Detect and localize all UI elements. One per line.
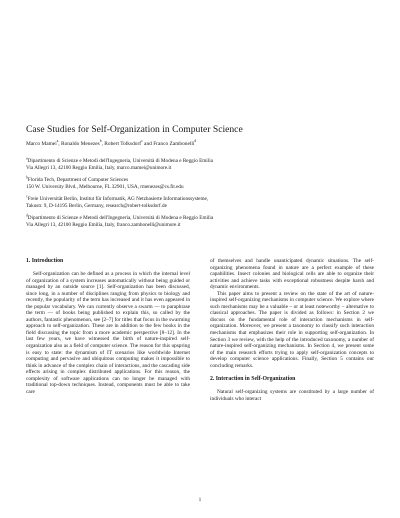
paper-title: Case Studies for Self-Organization in Computer Science [26, 124, 243, 135]
affiliation-line: Florida Tech, Department of Computer Sciences [27, 177, 129, 183]
section-heading: 2. Interaction in Self-Organization [210, 376, 296, 383]
affiliation-b [26, 177, 184, 192]
affiliation-superscript: d [26, 213, 28, 218]
body-paragraph: of themselves and handle unanticipated dynamic situations. The self-organizing phenomena found in nature are a perfect example of these capabilities. Insect colonies and biological cells are able to organize their activities and achieve tasks with exceptional robustness despite harsh and dynamic environments. [210, 258, 374, 291]
left-column [26, 258, 190, 395]
page-number: 1 [198, 497, 202, 503]
author-superscript: c [141, 139, 143, 144]
affiliation-line: 150 W. University Blvd., Melbourne, FL 32901, USA, rmenezes@cs.fit.edu [26, 184, 184, 191]
author-name: Robert Tolksdorf [104, 141, 142, 147]
affiliation-line: Via Allegri 13, 42100 Reggio Emilia, Italy, marco.mamei@unimore.it [26, 165, 172, 172]
author-name: Ronaldo Menezes [61, 141, 100, 147]
affiliation-superscript: b [26, 175, 28, 180]
body-paragraph: Self-organization can be defined as a process in which the internal level of organization of a system increases automatically without being guided or managed by an outside source [1]. Self-organization has been discussed, since long, in a number of disciplines ranging from physics to biology and recently, the popularity of the term has increased and it has even appeared in the popular vocabulary. We can currently observe a swarm — to paraphrase the term — of books being published to explain this, so called by the authors, fantastic phenomenon, see [2–7] for titles that focus in the swarming approach to self-organization. These are in addition to the few books in the field discussing the topic from a more academic perspective [8–12]. In the last few years, we have witnessed the birth of nature-inspired self-organization also as a field of computer science. The reason for this upspring is easy to state: the dynamism of IT scenarios like worldwide Internet computing and pervasive and ubiquitous computing makes it impossible to think in advance of the complex chain of interactions, and the cascading side effects arising in complex distributed applications. For this reason, the complexity of software applications can no longer be managed with traditional top-down techniques. Instead, components must be able to take care [26, 271, 190, 395]
body-paragraph: Natural self-organizing systems are constituted by a large number of individuals who interact [210, 389, 374, 402]
affiliation-line: Dipartimento di Scienze e Metodi dell'Ingegneria, Università di Modena e Reggio Emilia [27, 158, 213, 164]
affiliation-superscript: c [26, 194, 28, 199]
author-superscript: b [99, 139, 102, 144]
affiliation-a [26, 158, 213, 173]
author-superscript: a [56, 139, 59, 144]
affiliation-line: Via Allegri 13, 42100 Reggio Emilia, Italy, franco.zambonelli@unimore.it [26, 222, 181, 229]
author-list: Marco Mamei$^a$, Ronaldo Menezes$^b$, Robert Tolksdorf$^c$ and Franco Zambonelli$^d$ [26, 139, 197, 147]
affiliation-line: Freie Universität Berlin, Institut für Informatik, AG Netzbasierte Informationssysteme, [27, 196, 209, 202]
author-name: Marco Mamei [26, 141, 57, 147]
author-superscript: d [194, 139, 197, 144]
affiliation-c [26, 196, 208, 211]
author-name: Franco Zambonelli [153, 141, 195, 147]
affiliation-superscript: a [26, 156, 28, 161]
body-paragraph: This paper aims to present a review on the state of the art of nature-inspired self-organizing mechanisms in computer science. We explore where such mechanisms may be a valuable – or at least noteworthy – alternative to classical approaches. The paper is divided as follows: in Section 2 we discuss on the fundamental role of interaction mechanisms in self-organization. Moreover, we present a taxonomy to classify such interaction mechanisms that emphasizes their role in supporting self-organization. In Section 3 we review, with the help of the introduced taxonomy, a number of nature-inspired self-organizing mechanisms. In Section 4, we present some of the main research efforts trying to apply self-organization concepts to develop computer science applications. Finally, Section 5 contains our concluding remarks. [210, 290, 374, 369]
affiliation-line: Dipartimento di Scienze e Metodi dell'Ingegneria, Università di Modena e Reggio Emilia [27, 215, 214, 221]
right-column [210, 258, 374, 402]
affiliation-d [26, 215, 213, 230]
affiliation-line: Takustr. 9, D-14195 Berlin, Germany, research@robert-tolksdorf.de [26, 203, 167, 210]
section-heading: 1. Introduction [26, 258, 64, 264]
